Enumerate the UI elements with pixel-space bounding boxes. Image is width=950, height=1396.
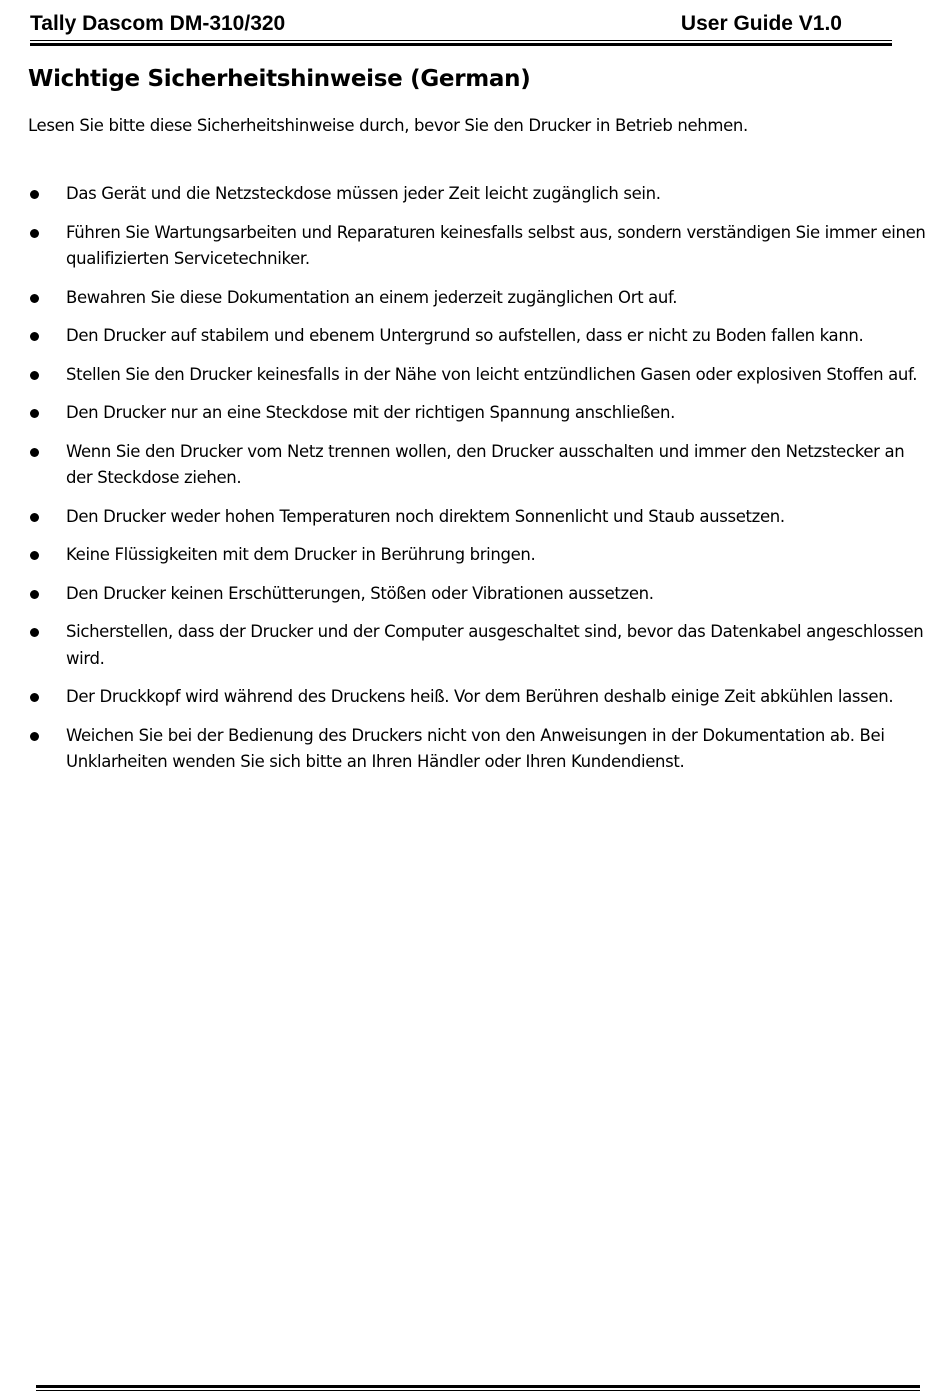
header-rule-thin [30,40,892,41]
list-item-text: Führen Sie Wartungsarbeiten und Reparaturen keinesfalls selbst aus, sondern verständigen Sie immer einen qualifizierten Servicetechniker. [66,222,926,268]
list-item [28,619,928,672]
bullet-icon [30,332,39,341]
page-header [30,12,842,42]
list-item [28,542,928,569]
list-item [28,439,928,492]
bullet-icon [30,628,39,637]
bullet-icon [30,448,39,457]
list-item-text: Den Drucker nur an eine Steckdose mit der richtigen Spannung anschließen. [66,403,675,422]
header-product-title: Tally Dascom DM-310/320 [30,12,286,35]
bullet-icon [30,590,39,599]
bullet-icon [30,294,39,303]
header-guide-version: User Guide V1.0 [680,12,842,35]
bullet-icon [30,229,39,238]
intro-paragraph: Lesen Sie bitte diese Sicherheitshinweise durch, bevor Sie den Drucker in Betrieb nehmen. [28,116,748,135]
list-item [28,400,928,427]
list-item-text: Sicherstellen, dass der Drucker und der Computer ausgeschaltet sind, bevor das Datenkabel angeschlossen wird. [66,622,924,668]
header-rule-thick [30,43,892,46]
safety-instructions-list [28,181,928,788]
list-item [28,581,928,608]
list-item [28,323,928,350]
bullet-icon [30,551,39,560]
list-item-text: Wenn Sie den Drucker vom Netz trennen wollen, den Drucker ausschalten und immer den Netzstecker an der Steckdose ziehen. [66,441,905,487]
list-item [28,220,928,273]
bullet-icon [30,693,39,702]
list-item [28,285,928,312]
section-title: Wichtige Sicherheitshinweise (German) [28,66,531,92]
bullet-icon [30,409,39,418]
bullet-icon [30,513,39,522]
list-item-text: Den Drucker weder hohen Temperaturen noch direktem Sonnenlicht und Staub aussetzen. [66,506,785,526]
list-item [28,684,928,711]
list-item [28,723,928,776]
list-item-text: Stellen Sie den Drucker keinesfalls in der Nähe von leicht entzündlichen Gasen oder explosiven Stoffen auf. [66,364,918,384]
footer-rule-thick [36,1385,920,1388]
list-item-text: Der Druckkopf wird während des Druckens heiß. Vor dem Berühren deshalb einige Zeit abkühlen lassen. [66,687,894,706]
list-item-text: Den Drucker auf stabilem und ebenem Untergrund so aufstellen, dass er nicht zu Boden fallen kann. [66,326,864,345]
list-item [28,181,928,208]
list-item-text: Den Drucker keinen Erschütterungen, Stößen oder Vibrationen aussetzen. [66,583,654,603]
bullet-icon [30,190,39,199]
list-item-text: Weichen Sie bei der Bedienung des Druckers nicht von den Anweisungen in der Dokumentation ab. Bei Unklarheiten wenden Sie sich bitte an Ihren Händler oder Ihren Kundendienst. [66,725,885,771]
list-item [28,362,928,389]
list-item-text: Das Gerät und die Netzsteckdose müssen jeder Zeit leicht zugänglich sein. [66,184,661,203]
footer-rule-thin [36,1390,920,1391]
bullet-icon [30,371,39,380]
list-item-text: Keine Flüssigkeiten mit dem Drucker in Berührung bringen. [66,545,536,564]
bullet-icon [30,732,39,741]
list-item [28,504,928,531]
list-item-text: Bewahren Sie diese Dokumentation an einem jederzeit zugänglichen Ort auf. [66,287,678,307]
